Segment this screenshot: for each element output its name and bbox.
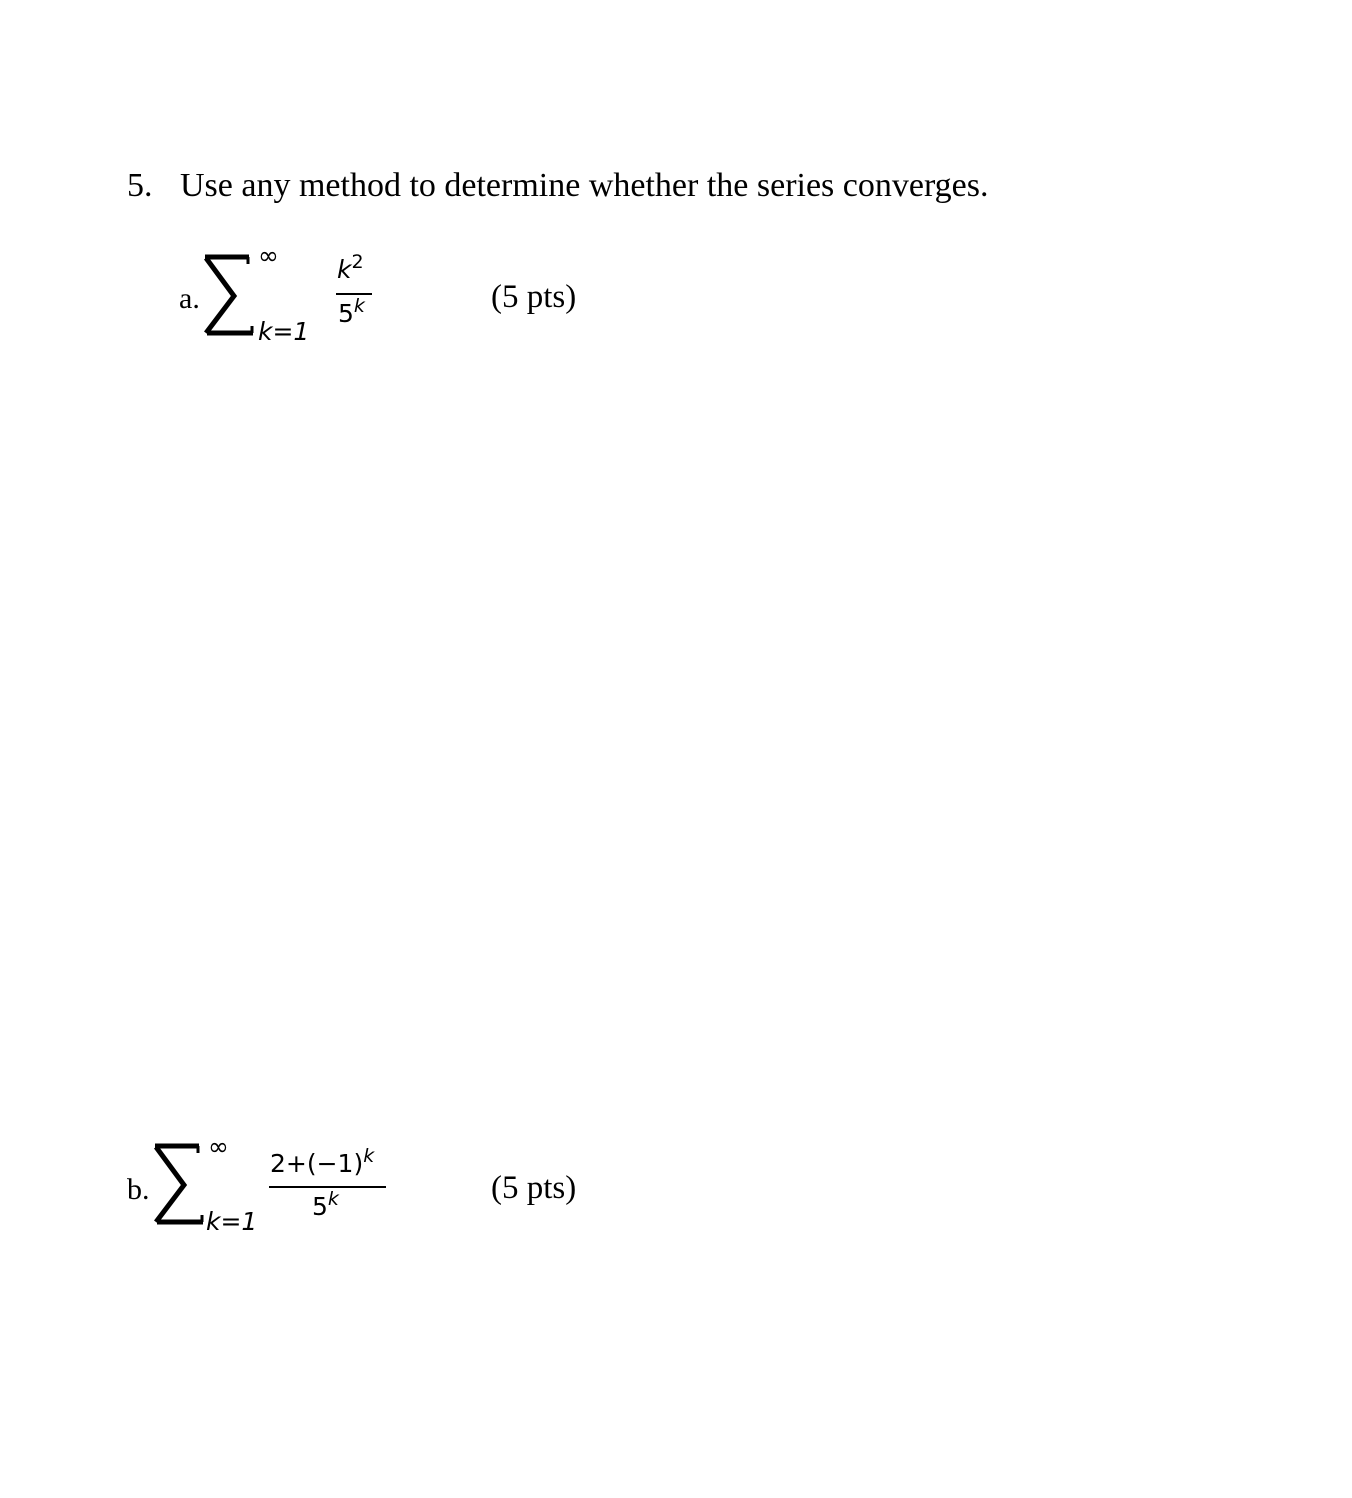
- part-b-sum-upper: ∞: [208, 1132, 229, 1161]
- part-a-label: a.: [179, 282, 200, 315]
- summation-sigma-icon: [203, 254, 259, 336]
- question-number: 5.: [127, 167, 153, 204]
- question-text: Use any method to determine whether the series converges.: [180, 167, 989, 204]
- part-a-sum-upper: ∞: [258, 241, 279, 270]
- part-a-sum-lower: k=1: [258, 317, 310, 346]
- part-b-points: (5 pts): [491, 1170, 577, 1206]
- part-b-sum-lower: k=1: [206, 1207, 258, 1236]
- part-a-points: (5 pts): [491, 279, 577, 315]
- part-b-numerator: $2+(-1)^k$: [270, 1145, 375, 1178]
- part-a-denominator: 5$^k$: [338, 295, 365, 328]
- part-b-denominator: 5$^k$: [312, 1188, 339, 1221]
- part-a-numerator: $k^2$: [337, 251, 364, 284]
- summation-sigma-icon: [153, 1143, 209, 1225]
- part-b-label: b.: [127, 1173, 150, 1206]
